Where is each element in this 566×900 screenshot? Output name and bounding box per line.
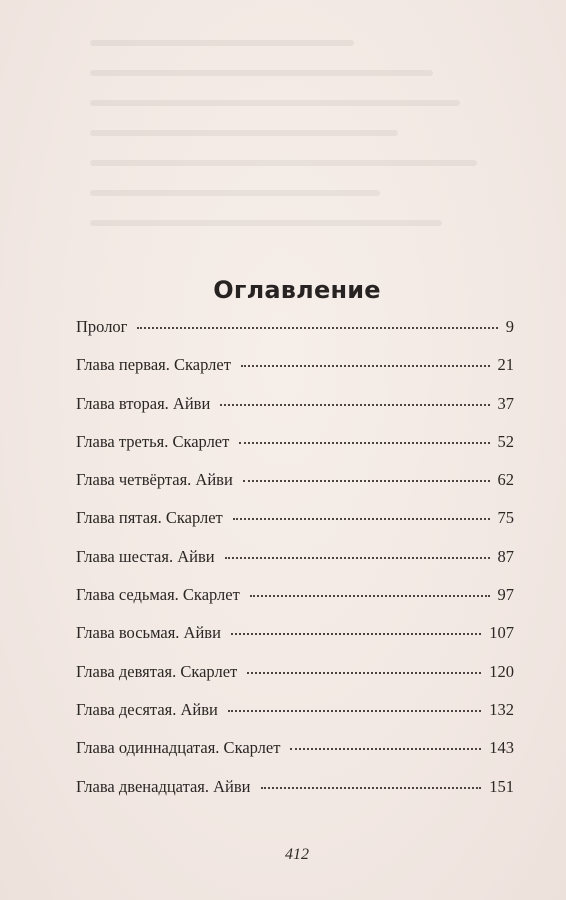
toc-entry [76, 394, 514, 432]
toc-entry-page: 52 [497, 431, 514, 451]
dot-leader [290, 748, 481, 750]
toc-entry-title: Глава шестая. Айви [76, 546, 215, 566]
dot-leader [233, 518, 490, 520]
dot-leader [250, 595, 490, 597]
toc-entry [76, 547, 514, 585]
toc-entry-title: Пролог [76, 317, 128, 336]
dot-leader [243, 480, 490, 482]
toc-entry-title: Глава одиннадцатая. Скарлет [76, 738, 281, 758]
dot-leader [247, 672, 481, 674]
toc-entry-page: 75 [497, 508, 514, 528]
toc-entry-page: 107 [489, 623, 514, 643]
dot-leader [225, 557, 490, 559]
toc-entry-page: 143 [489, 738, 514, 758]
toc-entry-page: 37 [497, 393, 514, 413]
toc-entry-title: Глава десятая. Айви [76, 699, 218, 719]
toc-entry-title: Глава третья. Скарлет [76, 431, 230, 451]
toc-entry [76, 585, 514, 623]
toc-entry-title: Глава двенадцатая. Айви [76, 776, 251, 796]
dot-leader [239, 442, 489, 444]
dot-leader [137, 327, 497, 329]
show-through-text [90, 40, 530, 300]
toc-entry [76, 623, 514, 661]
dot-leader [241, 365, 490, 367]
toc-title: Оглавление [213, 276, 381, 304]
dot-leader [220, 404, 489, 406]
toc-entry-page: 151 [489, 776, 514, 796]
dot-leader [231, 633, 481, 635]
toc-entry-title: Глава седьмая. Скарлет [76, 585, 240, 605]
toc-entry [76, 662, 514, 700]
toc-entry-page: 21 [497, 355, 514, 375]
toc-entry-page: 120 [489, 661, 514, 681]
toc-entry [76, 700, 514, 738]
dot-leader [261, 787, 482, 789]
toc-entry [76, 738, 514, 776]
toc-entry [76, 355, 514, 393]
toc-entry-title: Глава первая. Скарлет [76, 355, 231, 375]
toc-entry-title: Глава четвёртая. Айви [76, 470, 233, 490]
toc-entry-title: Глава пятая. Скарлет [76, 508, 223, 528]
toc-entry-page: 87 [497, 546, 514, 566]
toc-entry-title: Глава восьмая. Айви [76, 623, 221, 643]
toc-entry-page: 62 [497, 470, 514, 490]
toc-entry-page: 9 [505, 317, 514, 336]
toc-entry [76, 470, 514, 508]
toc-entry [76, 317, 514, 355]
page-number: 412 [285, 846, 309, 863]
toc-entry-page: 97 [497, 585, 514, 605]
toc-entry [76, 777, 514, 815]
toc-entry-title: Глава вторая. Айви [76, 393, 211, 413]
toc-entry-title: Глава девятая. Скарлет [76, 661, 238, 681]
dot-leader [228, 710, 481, 712]
toc-entry [76, 432, 514, 470]
toc-list [76, 317, 514, 815]
toc-entry [76, 508, 514, 546]
toc-entry-page: 132 [489, 699, 514, 719]
